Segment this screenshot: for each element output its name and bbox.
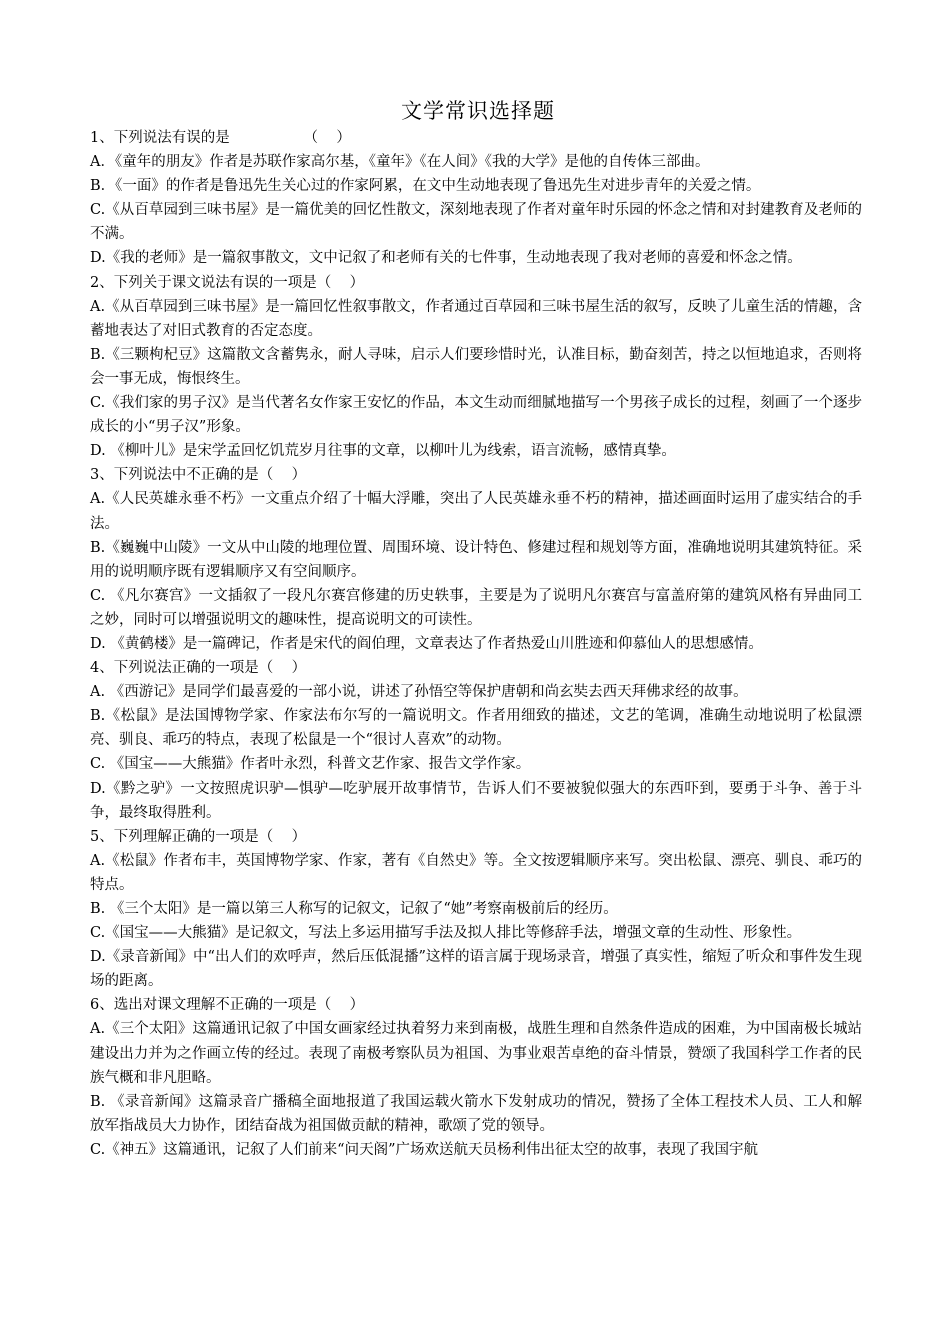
option-b: B. 《三个太阳》是一篇以第三人称写的记叙文，记叙了“她”考察南极前后的经历。: [90, 901, 618, 917]
option-c: C.《从百草园到三味书屋》是一篇优美的回忆性散文，深刻地表现了作者对童年时乐园的怀念之情和对封建教育及老师的不满。: [90, 202, 862, 243]
option-b: B.《松鼠》是法国博物学家、作家法布尔写的一篇说明文。作者用细致的描述，文艺的笔调，准确生动地说明了松鼠漂亮、驯良、乖巧的特点，表现了松鼠是一个“很讨人喜欢”的动物。: [90, 708, 862, 749]
option-c: C.《国宝——大熊猫》是记叙文，写法上多运用描写手法及拟人排比等修辞手法，增强文章的生动性、形象性。: [90, 925, 802, 942]
option-b: B. 《录音新闻》这篇录音广播稿全面地报道了我国运载火箭水下发射成功的情况，赞扬了全体工程技术人员、工人和解放军指战员大力协作，团结奋战为祖国做贡献的精神，歌颂了党的领导。: [90, 1093, 862, 1134]
document-page: [90, 96, 862, 1162]
option-d: D.《黔之驴》一文按照虎识驴—惧驴—吃驴展开故事情节，告诉人们不要被貌似强大的东西吓到，要勇于斗争、善于斗争，最终取得胜利。: [90, 780, 862, 821]
question-3: [90, 463, 862, 656]
question-6: [90, 993, 862, 1162]
option-c: C.《我们家的男子汉》是当代著名女作家王安忆的作品，本文生动而细腻地描写一个男孩子成长的过程，刻画了一个逐步成长的小“男子汉”形象。: [90, 395, 862, 436]
option-a: A.《人民英雄永垂不朽》一文重点介绍了十幅大浮雕，突出了人民英雄永垂不朽的精神，描述画面时运用了虚实结合的手法。: [90, 491, 862, 532]
question-stem: 6、选出对课文理解不正确的一项是（ ）: [90, 997, 365, 1014]
option-a: A. 《西游记》是同学们最喜爱的一部小说，讲述了孙悟空等保护唐朝和尚玄奘去西天拜佛求经的故事。: [90, 684, 748, 701]
option-d: D. 《黄鹤楼》是一篇碑记，作者是宋代的阎伯理，文章表达了作者热爱山川胜迹和仰慕仙人的思想感情。: [90, 635, 763, 652]
option-c: C. 《国宝——大熊猫》作者叶永烈，科普文艺作家、报告文学作家。: [90, 756, 531, 773]
option-a: A．《童年的朋友》作者是苏联作家高尔基，《童年》《在人间》《我的大学》是他的自传体三部曲。: [90, 154, 710, 171]
option-c: C.《神五》这篇通讯，记叙了人们前来“问天阁”广场欢送航天员杨利伟出征太空的故事，表现了我国宇航: [90, 1141, 759, 1158]
question-2: [90, 271, 862, 464]
option-c: C. 《凡尔赛宫》一文插叙了一段凡尔赛宫修建的历史轶事，主要是为了说明凡尔赛宫与富盖府第的建筑风格有异曲同工之妙，同时可以增强说明文的趣味性，提高说明文的可读性。: [90, 587, 862, 628]
question-stem: 3、下列说法中不正确的是（ ）: [90, 467, 307, 484]
option-d: D. 《柳叶儿》是宋学孟回忆饥荒岁月往事的文章，以柳叶儿为线索，语言流畅，感情真挚。: [90, 443, 676, 460]
question-4: [90, 656, 862, 825]
question-stem: 4、下列说法正确的一项是（ ）: [90, 660, 307, 677]
option-d: D.《录音新闻》中“出人们的欢呼声，然后压低混播”这样的语言属于现场录音，增强了真实性，缩短了听众和事件发生现场的距离。: [90, 949, 862, 990]
page-title: 文学常识选择题: [401, 99, 555, 123]
option-b: B．《一面》的作者是鲁迅先生关心过的作家阿累，在文中生动地表现了鲁迅先生对进步青年的关爱之情。: [90, 178, 761, 195]
question-stem: 5、下列理解正确的一项是（ ）: [90, 828, 307, 845]
question-stem: 1、下列说法有误的是 （ ）: [90, 130, 351, 146]
question-5: [90, 825, 862, 994]
option-d: D.《我的老师》是一篇叙事散文，文中记叙了和老师有关的七件事，生动地表现了我对老师的喜爱和怀念之情。: [90, 250, 802, 267]
option-a: A.《松鼠》作者布丰，英国博物学家、作家，著有《自然史》等。全文按逻辑顺序来写。突出松鼠、漂亮、驯良、乖巧的特点。: [90, 852, 862, 893]
option-a: A.《三个太阳》这篇通讯记叙了中国女画家经过执着努力来到南极，战胜生理和自然条件造成的困难，为中国南极长城站建设出力并为之作画立传的经过。表现了南极考察队员为祖国、为事业艰苦卓绝的奋斗情景，赞颂了我国科学工作者的民族气概和非凡胆略。: [90, 1021, 862, 1086]
option-b: B.《巍巍中山陵》一文从中山陵的地理位置、周围环境、设计特色、修建过程和规划等方面，准确地说明其建筑特征。采用的说明顺序既有逻辑顺序又有空间顺序。: [90, 539, 862, 580]
option-b: B.《三颗枸杞豆》这篇散文含蓄隽永，耐人寻味，启示人们要珍惜时光，认准目标，勤奋刻苦，持之以恒地追求，否则将会一事无成，悔恨终生。: [90, 346, 862, 387]
option-a: A.《从百草园到三味书屋》是一篇回忆性叙事散文，作者通过百草园和三味书屋生活的叙写，反映了儿童生活的情趣，含蓄地表达了对旧式教育的否定态度。: [90, 298, 862, 339]
question-stem: 2、下列关于课文说法有误的一项是（ ）: [90, 274, 365, 291]
question-1: [90, 126, 862, 271]
